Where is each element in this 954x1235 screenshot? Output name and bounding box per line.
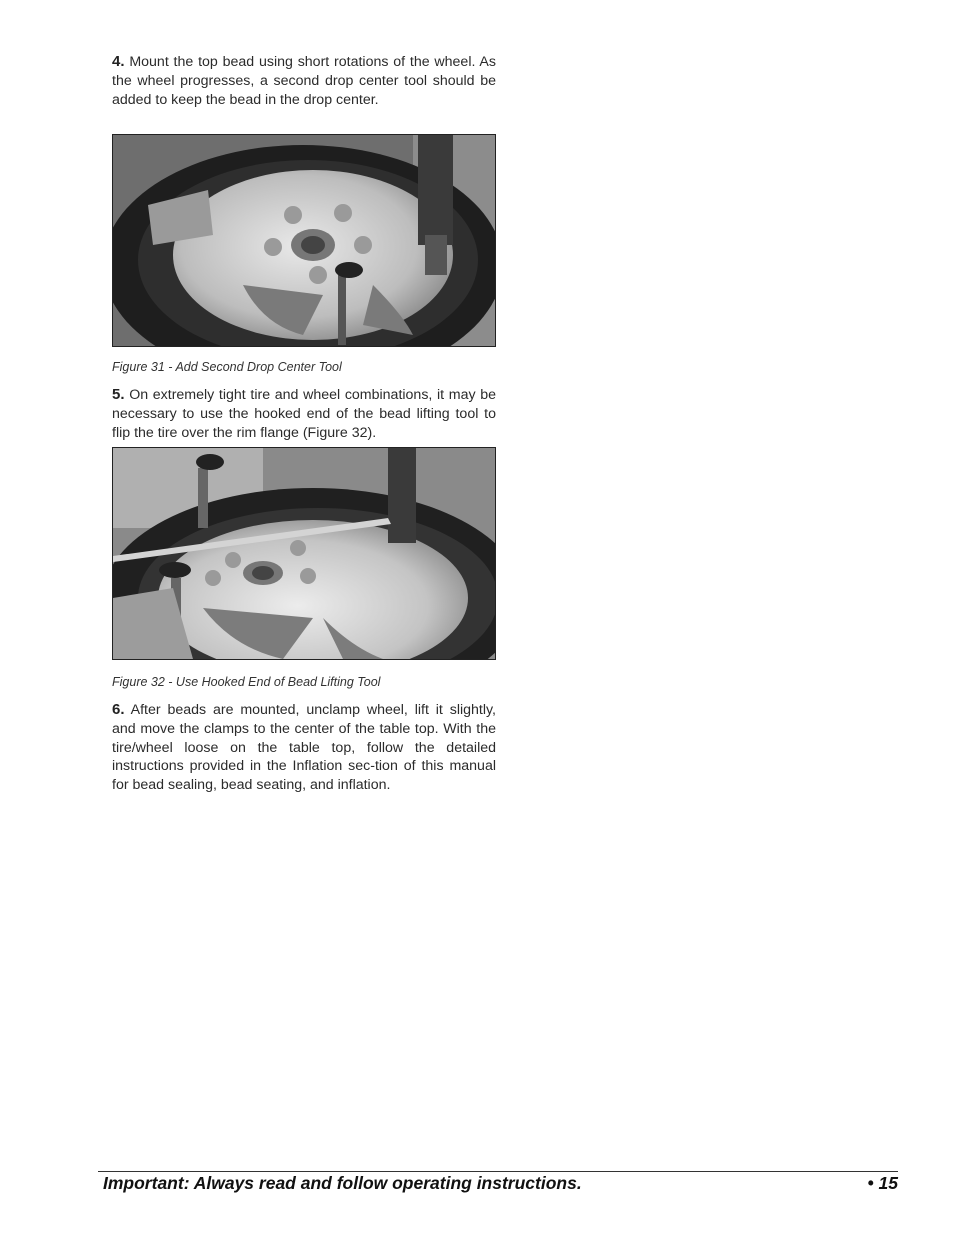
- step-6: [112, 701, 496, 795]
- page-footer: [103, 1173, 898, 1194]
- page-number: • 15: [867, 1173, 898, 1193]
- step-4-text: Mount the top bead using short rotations of the wheel. As the wheel progresses, a second drop center tool should be added to keep the bead in the drop center.: [112, 54, 496, 108]
- step-5-number: 5.: [112, 386, 125, 403]
- figure-32-caption: Figure 32 - Use Hooked End of Bead Lifting Tool: [112, 675, 381, 689]
- step-4: [112, 53, 496, 109]
- step-6-number: 6.: [112, 701, 125, 718]
- step-4-paragraph: [112, 53, 496, 109]
- step-6-text: After beads are mounted, unclamp wheel, lift it slightly, and move the clamps to the center of the table top. With the tire/wheel loose on the table top, follow the detailed instructions provided in the Inflation sec-tion of this manual for bead sealing, bead seating, and inflation.: [112, 702, 496, 794]
- step-5-paragraph: [112, 386, 496, 442]
- figure-31-caption: Figure 31 - Add Second Drop Center Tool: [112, 360, 342, 374]
- figure-31-photo: [112, 134, 496, 347]
- step-6-paragraph: [112, 701, 496, 795]
- step-5: [112, 386, 496, 442]
- figure-32-photo: [112, 447, 496, 660]
- step-4-number: 4.: [112, 53, 125, 70]
- footer-notice: Important: Always read and follow operating instructions.: [103, 1173, 582, 1193]
- footer-divider: [98, 1171, 898, 1172]
- step-5-text: On extremely tight tire and wheel combinations, it may be necessary to use the hooked end of the bead lifting tool to flip the tire over the rim flange (Figure 32).: [112, 387, 497, 441]
